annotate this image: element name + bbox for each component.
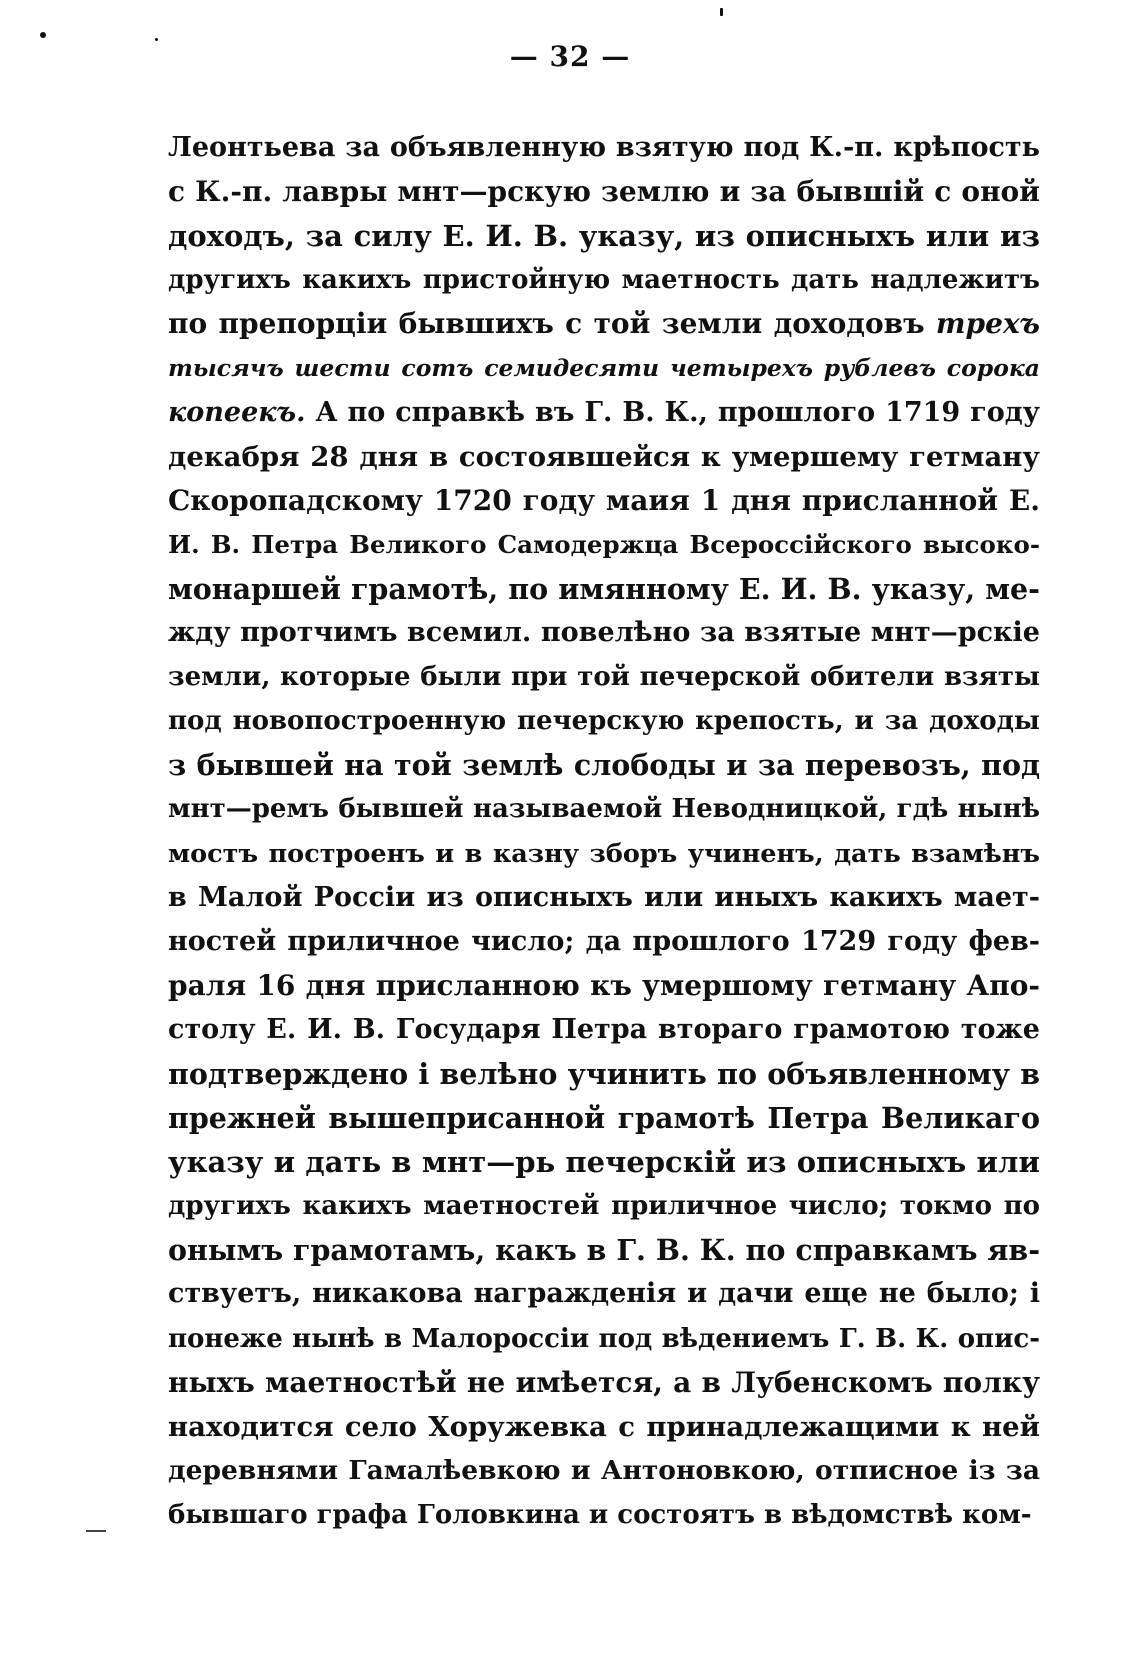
text-span: онымъ грамотамъ, какъ в Г. В. К. по справкамъ яв- xyxy=(168,1233,1040,1268)
text-span: с К.-п. лавры мнт—рскую землю и за бывшій с оной xyxy=(168,175,1040,209)
text-span: монаршей грамотѣ, по имянному Е. И. В. указу, ме- xyxy=(168,571,1040,606)
text-span: земли, которые были при той печерской обители взяты xyxy=(168,662,1040,693)
text-line xyxy=(168,302,1040,346)
scan-speck xyxy=(40,32,46,38)
text-span: Скоропадскому 1720 году маия 1 дня присланной Е. xyxy=(168,483,1040,517)
text-span: И. В. Петра Великого Самодержца Всероссійского высоко- xyxy=(168,529,1040,559)
text-span: з бывшей на той землѣ слободы и за перевозъ, под xyxy=(168,748,1040,783)
text-span: Леонтьева за объявленную взятую под К.-п. крѣпость xyxy=(168,132,1040,163)
text-span: находится село Хоружевка с принадлежащими к ней xyxy=(168,1410,1040,1443)
text-line xyxy=(168,1228,1040,1272)
body-text xyxy=(168,126,1040,1537)
text-line xyxy=(168,611,1040,655)
text-span: бывшаго графа Головкина и состоятъ в вѣдомствѣ ком- xyxy=(168,1499,1032,1530)
text-line xyxy=(168,170,1040,214)
text-line xyxy=(168,920,1040,964)
text-span: прежней вышеприсанной грамотѣ Петра Великаго xyxy=(168,1101,1040,1136)
text-span: доходъ, за силу Е. И. В. указу, из описныхъ или из xyxy=(168,219,1040,254)
text-line xyxy=(168,1449,1040,1493)
text-line xyxy=(168,126,1040,170)
text-span: деревнями Гамалѣевкою и Антоновкою, отписное із за xyxy=(168,1454,1040,1486)
text-line xyxy=(168,1052,1040,1096)
scan-speck xyxy=(720,8,723,16)
text-line xyxy=(168,435,1040,479)
italic-text: копеекъ. xyxy=(168,396,306,428)
text-line xyxy=(168,1493,1040,1537)
italic-text: тысячъ шести сотъ семидесяти четырехъ рублевъ сорока xyxy=(168,354,1040,383)
text-line xyxy=(168,1405,1040,1449)
text-line xyxy=(168,1008,1040,1052)
text-line xyxy=(168,258,1040,302)
text-span: по препорціи бывшихъ с той земли доходовъ xyxy=(168,307,936,341)
text-line xyxy=(168,479,1040,523)
text-line xyxy=(168,214,1040,258)
text-span: ностей приличное число; да прошлого 1729 году фев- xyxy=(168,925,1040,957)
text-span: столу Е. И. В. Государя Петра втораго грамотою тоже xyxy=(168,1013,1040,1045)
text-span: другихъ какихъ маетностей приличное число; токмо по xyxy=(168,1191,1040,1222)
text-span: ствуетъ, никакова награжденія и дачи еще не было; і xyxy=(168,1278,1040,1310)
text-line xyxy=(168,876,1040,920)
text-line xyxy=(168,964,1040,1008)
scan-mark xyxy=(86,1530,106,1532)
text-span: мостъ построенъ и в казну зборъ учиненъ, дать взамѣнъ xyxy=(168,838,1040,869)
text-line xyxy=(168,523,1040,567)
text-line xyxy=(168,787,1040,831)
italic-text: трехъ xyxy=(935,307,1040,341)
text-line xyxy=(168,346,1040,390)
text-span: А по справкѣ въ Г. В. К., прошлого 1719 году xyxy=(305,396,1040,428)
text-line xyxy=(168,832,1040,876)
text-span: подтверждено і велѣно учинить по объявленному в xyxy=(168,1056,1040,1091)
text-line xyxy=(168,1184,1040,1228)
text-line xyxy=(168,655,1040,699)
text-span: мнт—ремъ бывшей называемой Неводницкой, гдѣ нынѣ xyxy=(168,794,1040,825)
text-line xyxy=(168,699,1040,743)
text-line xyxy=(168,1096,1040,1140)
text-line xyxy=(168,1140,1040,1184)
text-span: под новопостроенную печерскую крепость, и за доходы xyxy=(168,706,1040,737)
text-span: жду протчимъ всемил. повелѣно за взятые мнт—рскіе xyxy=(168,617,1040,649)
text-span: в Малой Россіи из описныхъ или иныхъ какихъ мает- xyxy=(168,881,1040,913)
scan-speck xyxy=(155,38,158,41)
page-number: — 32 — xyxy=(509,40,631,73)
text-line xyxy=(168,1317,1040,1361)
text-line xyxy=(168,391,1040,435)
text-span: указу и дать в мнт—рь печерскій из описныхъ или xyxy=(168,1145,1040,1180)
text-line xyxy=(168,743,1040,787)
text-span: понеже нынѣ в Малороссіи под вѣдениемъ Г. В. К. опис- xyxy=(168,1323,1040,1354)
text-span: ныхъ маетностѣй не имѣется, а в Лубенскомъ полку xyxy=(168,1365,1040,1399)
text-span: другихъ какихъ пристойную маетность дать надлежитъ xyxy=(168,265,1040,296)
text-span: раля 16 дня присланною къ умершому гетману Апо- xyxy=(168,968,1040,1002)
text-span: декабря 28 дня в состоявшейся к умершему гетману xyxy=(168,440,1040,473)
text-line xyxy=(168,1272,1040,1316)
text-line xyxy=(168,567,1040,611)
text-line xyxy=(168,1361,1040,1405)
